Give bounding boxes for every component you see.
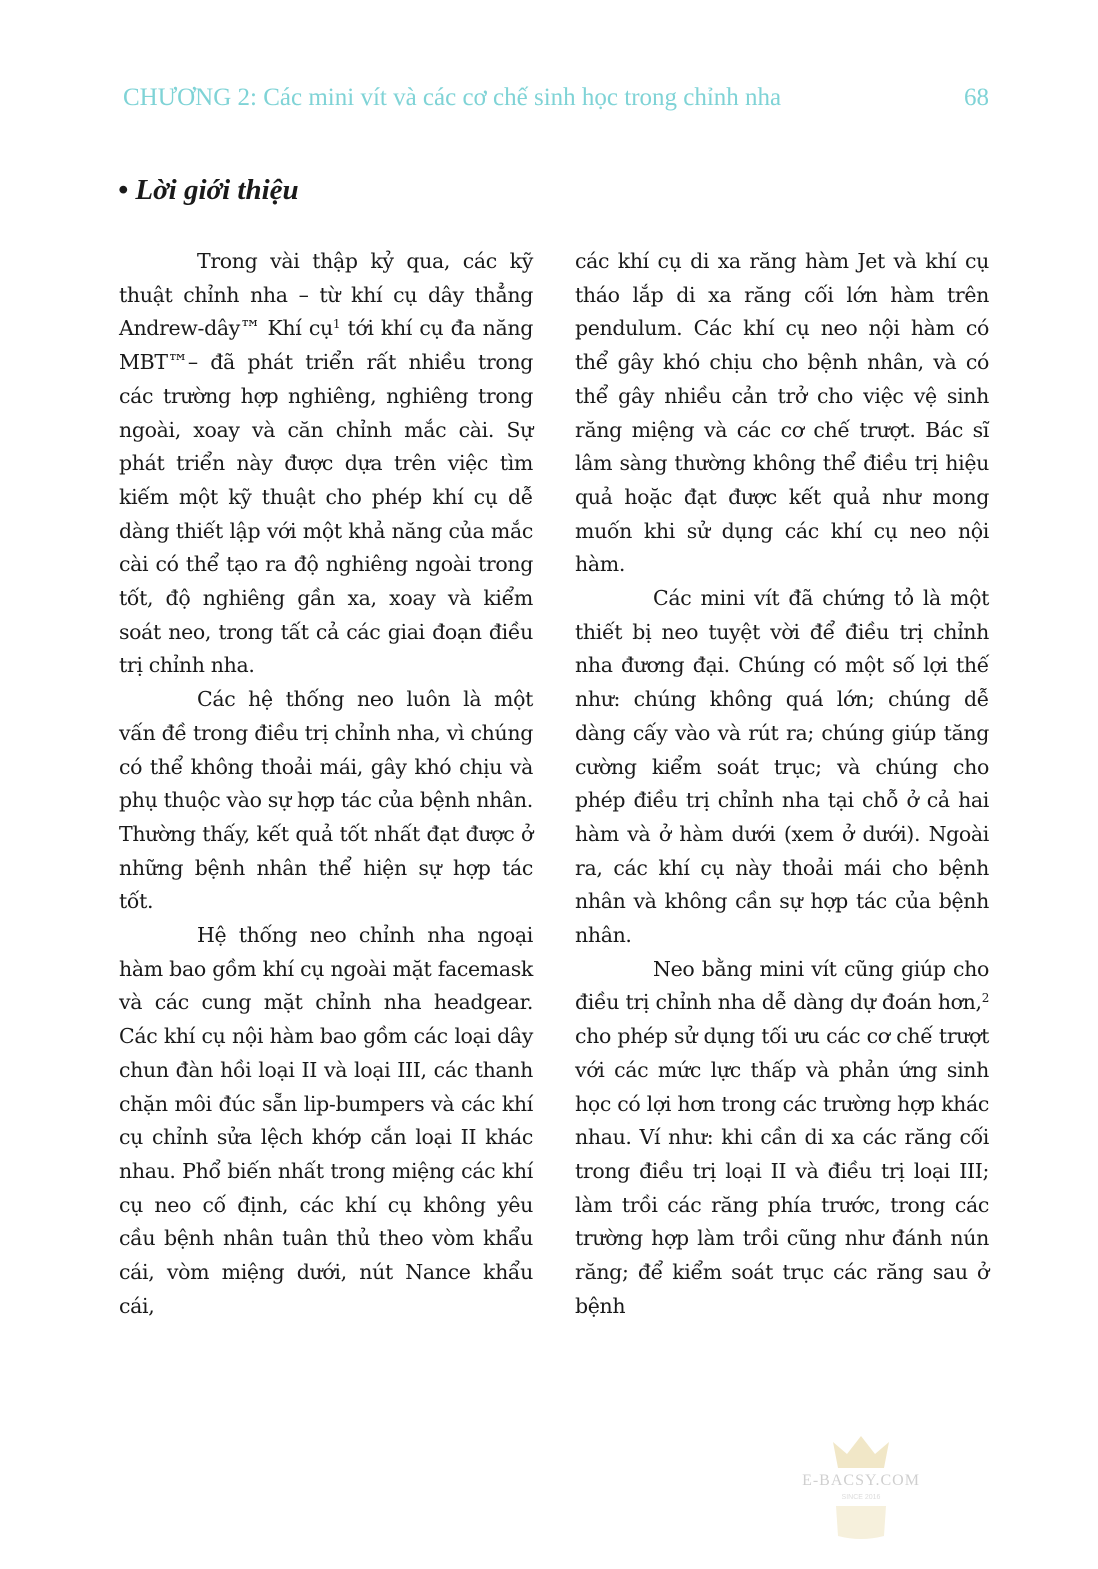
paragraph: Hệ thống neo chỉnh nha ngoại hàm bao gồm khí cụ ngoài mặt facemask và các cung mặt chỉnh nha headgear. Các khí cụ nội hàm bao gồm các loại dây chun đàn hồi loại II và loại III, các thanh chặn môi đúc sẵn lip-bumpers và các khí cụ chỉnh sửa lệch khớp cắn loại II khác nhau. Phổ biến nhất trong miệng các khí cụ neo cố định, các khí cụ không yêu cầu bệnh nhân tuân thủ theo vòm khẩu cái, vòm miệng dưới, nút Nance khẩu cái, (119, 923, 533, 1318)
paragraph-text: tới khí cụ đa năng MBT™– đã phát triển rất nhiều trong các trường hợp nghiêng, nghiêng trong ngoài, xoay và căn chỉnh mắc cài. Sự phát triển này được dựa trên việc tìm kiếm một kỹ thuật cho phép khí cụ dễ dàng thiết lập với một khả năng của mắc cài có thể tạo ra độ nghiêng ngoài trong tốt, độ nghiêng gần xa, xoay và kiểm soát neo, trong tất cả các giai đoạn điều trị chỉnh nha. (119, 316, 534, 678)
right-column (575, 245, 989, 1324)
chapter-title: CHƯƠNG 2: Các mini vít và các cơ chế sinh học trong chỉnh nha (123, 84, 782, 111)
paragraph (119, 245, 533, 683)
paragraph: Các hệ thống neo luôn là một vấn đề trong điều trị chỉnh nha, vì chúng có thể không thoải mái, gây khó chịu và phụ thuộc vào sự hợp tác của bệnh nhân. (119, 687, 533, 813)
footnote-ref: 2 (981, 991, 989, 1006)
watermark-text: E-BACSY.COM (802, 1472, 920, 1489)
watermark-subtext: SINCE 2016 (841, 1494, 881, 1501)
page-number: 68 (964, 84, 989, 111)
paragraph (575, 953, 989, 1324)
section-heading: • Lời giới thiệu (118, 174, 299, 206)
left-column (119, 245, 533, 1324)
running-header (123, 84, 989, 118)
paragraph: các khí cụ di xa răng hàm Jet và khí cụ tháo lắp di xa răng cối lớn hàm trên pendulum. Các khí cụ neo nội hàm có thể gây khó chịu cho bệnh nhân, và có thể gây nhiều cản trở cho việc vệ sinh răng miệng và các cơ chế trượt. Bác sĩ lâm sàng thường không thể điều trị hiệu quả hoặc đạt được kết quả như mong muốn khi sử dụng các khí cụ neo nội hàm. (575, 249, 989, 577)
paragraph-text: Neo bằng mini vít cũng giúp cho điều trị chỉnh nha dễ dàng dự đoán hơn, (575, 956, 989, 1015)
paragraph: Các mini vít đã chứng tỏ là một thiết bị neo tuyệt vời để điều trị chỉnh nha đương đại. Chúng có một số lợi thế như: chúng không quá lớn; chúng dễ dàng cấy vào và rút ra; chúng giúp tăng cường kiểm soát trục; và chúng cho phép điều trị chỉnh nha tại chỗ ở cả hai hàm và ở hàm dưới (xem ở dưới). Ngoài ra, các khí cụ này thoải mái cho bệnh nhân và không cần sự hợp tác của bệnh nhân. (575, 586, 989, 948)
paragraph-text: Trong vài thập kỷ qua, các kỹ thuật chỉnh nha – từ khí cụ dây thẳng Andrew-dây™ Khí cụ (119, 249, 533, 341)
paragraph-text: cho phép sử dụng tối ưu các cơ chế trượt với các mức lực thấp và phản ứng sinh học có lợi hơn trong các trường hợp khác nhau. Ví như: khi cần di xa các răng cối trong điều trị loại II và điều trị loại III; làm trồi các răng phía trước, trong các trường hợp làm trồi cũng như đánh nún răng; để kiểm soát trục các răng sau ở bệnh (575, 1024, 989, 1318)
paragraph: Thường thấy, kết quả tốt nhất đạt được ở những bệnh nhân thể hiện sự hợp tác tốt. (119, 821, 533, 914)
footnote-ref: 1 (332, 317, 341, 332)
watermark-logo (786, 1432, 936, 1542)
